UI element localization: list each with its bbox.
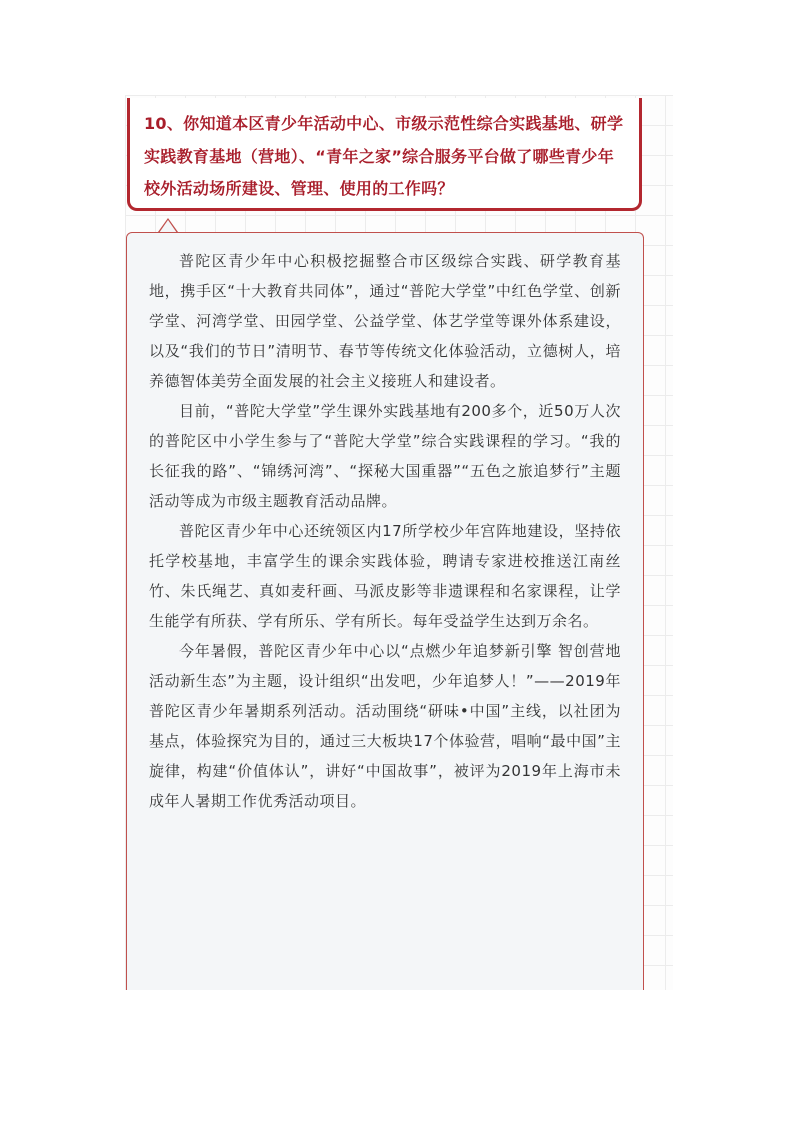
answer-paragraph-3: 普陀区青少年中心还统领区内17所学校少年宫阵地建设，坚持依托学校基地，丰富学生的课余实践体验，聘请专家进校推送江南丝竹、朱氏绳艺、真如麦秆画、马派皮影等非遗课程和名家课程，让学生能学有所获、学有所乐、学有所长。每年受益学生达到万余名。 bbox=[149, 522, 621, 630]
answer-card bbox=[126, 232, 644, 990]
answer-paragraph-4: 今年暑假，普陀区青少年中心以“点燃少年追梦新引擎 智创营地活动新生态”为主题，设计组织“出发吧，少年追梦人！”——2019年普陀区青少年暑期系列活动。活动围绕“研味•中国”主线，以社团为基点，体验探究为目的，通过三大板块17个体验营，唱响“最中国”主旋律，构建“价值体认”，讲好“中国故事”，被评为2019年上海市未成年人暑期工作优秀活动项目。 bbox=[149, 642, 621, 810]
answer-paragraph-1: 普陀区青少年中心积极挖掘整合市区级综合实践、研学教育基地，携手区“十大教育共同体”，通过“普陀大学堂”中红色学堂、创新学堂、河湾学堂、田园学堂、公益学堂、体艺学堂等课外体系建设，以及“我们的节日”清明节、春节等传统文化体验活动，立德树人，培养德智体美劳全面发展的社会主义接班人和建设者。 bbox=[149, 252, 621, 390]
answer-paragraph-2: 目前，“普陀大学堂”学生课外实践基地有200多个，近50万人次的普陀区中小学生参与了“普陀大学堂”综合实践课程的学习。“我的长征我的路”、“锦绣河湾”、“探秘大国重器”“五色之旅追梦行”主题活动等成为市级主题教育活动品牌。 bbox=[149, 402, 621, 510]
question-text: 10、你知道本区青少年活动中心、市级示范性综合实践基地、研学实践教育基地（营地）、“青年之家”综合服务平台做了哪些青少年校外活动场所建设、管理、使用的工作吗？ bbox=[144, 114, 624, 198]
question-card bbox=[127, 98, 642, 211]
